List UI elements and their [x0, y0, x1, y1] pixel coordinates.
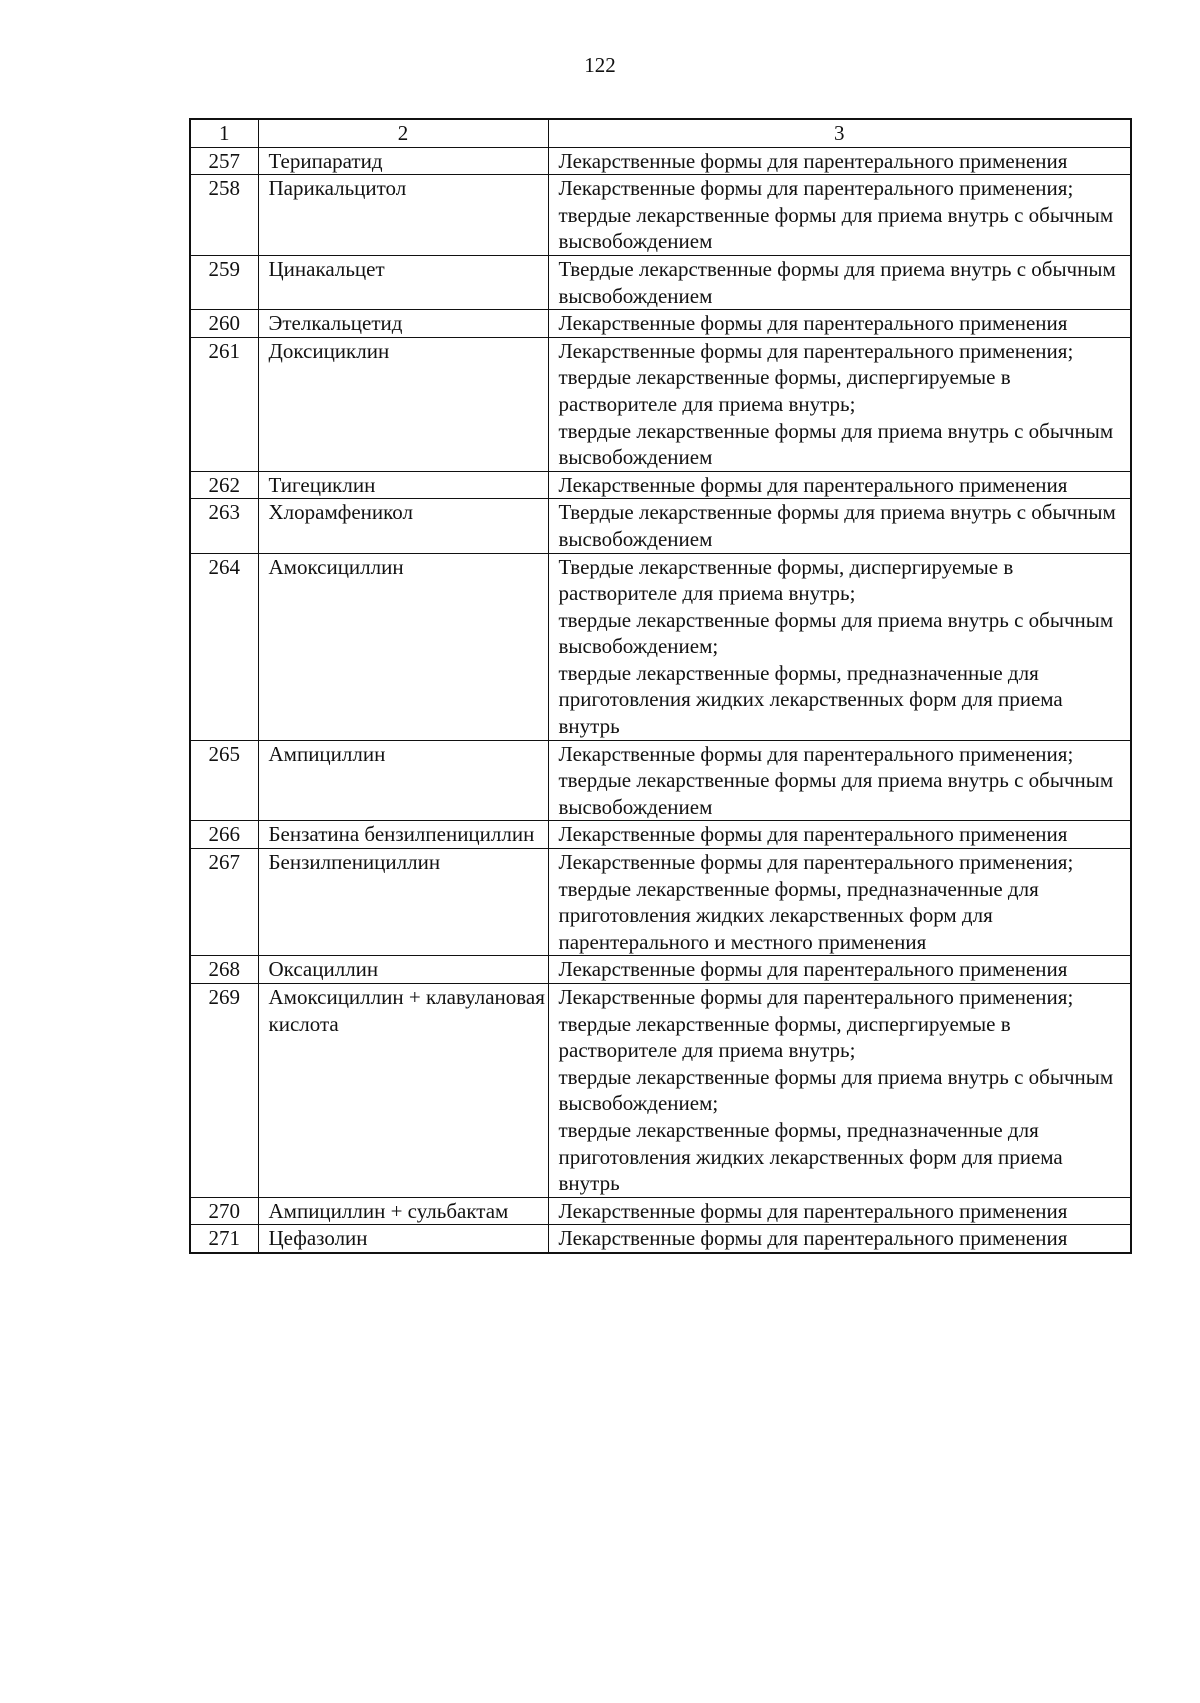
dosage-form-entry: Лекарственные формы для парентерального применения [558, 311, 1068, 336]
dosage-form-entry: Лекарственные формы для парентерального применения [558, 472, 1068, 497]
drug-name: Терипаратид [258, 147, 548, 175]
dosage-form-entry: твердые лекарственные формы для приема внутрь с обычным высвобождением [558, 202, 1119, 254]
row-number: 261 [190, 337, 258, 471]
table-row [190, 1197, 1131, 1225]
dosage-form-entry: Лекарственные формы для парентерального применения; [558, 338, 1074, 363]
dosage-forms [548, 255, 1131, 309]
column-header-3: 3 [548, 119, 1131, 147]
drug-name: Оксациллин [258, 956, 548, 984]
dosage-forms [548, 740, 1131, 821]
row-number: 266 [190, 821, 258, 849]
dosage-form-entry: Лекарственные формы для парентерального применения [558, 148, 1068, 173]
dosage-form-entry: твердые лекарственные формы, предназначенные для приготовления жидких лекарственных форм для приема внутрь [558, 660, 1069, 739]
dosage-forms [548, 956, 1131, 984]
drug-name: Тигециклин [258, 471, 548, 499]
table-row [190, 821, 1131, 849]
row-number: 265 [190, 740, 258, 821]
drug-name: Цинакальцет [258, 255, 548, 309]
drug-name: Парикальцитол [258, 175, 548, 256]
table-row [190, 147, 1131, 175]
dosage-forms [548, 821, 1131, 849]
row-number: 264 [190, 553, 258, 740]
table-row [190, 337, 1131, 471]
drug-name: Доксициклин [258, 337, 548, 471]
table-row [190, 175, 1131, 256]
row-number: 270 [190, 1197, 258, 1225]
dosage-forms [548, 310, 1131, 338]
dosage-form-entry: твердые лекарственные формы для приема внутрь с обычным высвобождением; [558, 1064, 1119, 1116]
dosage-form-entry: твердые лекарственные формы, предназначенные для приготовления жидких лекарственных форм для приема внутрь [558, 1117, 1069, 1196]
dosage-form-entry: твердые лекарственные формы для приема внутрь с обычным высвобождением; [558, 607, 1119, 659]
page-number: 122 [584, 53, 616, 77]
drug-name: Этелкальцетид [258, 310, 548, 338]
table-row [190, 1225, 1131, 1253]
dosage-form-entry: твердые лекарственные формы для приема внутрь с обычным высвобождением [558, 768, 1119, 819]
dosage-forms [548, 849, 1131, 956]
dosage-form-entry: Лекарственные формы для парентерального применения; [558, 741, 1074, 766]
table-row [190, 553, 1131, 740]
table-body [190, 147, 1131, 1253]
row-number: 269 [190, 984, 258, 1198]
dosage-forms [548, 175, 1131, 256]
dosage-form-entry: твердые лекарственные формы для приема внутрь с обычным высвобождением [558, 418, 1119, 470]
row-number: 258 [190, 175, 258, 256]
row-number: 262 [190, 471, 258, 499]
drug-name: Амоксициллин [258, 553, 548, 740]
column-header-2: 2 [258, 119, 548, 147]
table-row [190, 255, 1131, 309]
column-header-1: 1 [190, 119, 258, 147]
row-number: 257 [190, 147, 258, 175]
row-number: 259 [190, 255, 258, 309]
table-row [190, 310, 1131, 338]
dosage-form-entry: Лекарственные формы для парентерального применения [558, 822, 1068, 847]
header-row [190, 119, 1131, 147]
dosage-form-entry: Лекарственные формы для парентерального применения [558, 1226, 1068, 1251]
row-number: 263 [190, 499, 258, 553]
row-number: 271 [190, 1225, 258, 1253]
dosage-forms [548, 1225, 1131, 1253]
table-row [190, 849, 1131, 956]
dosage-form-entry: Твердые лекарственные формы, диспергируемые в растворителе для приема внутрь; [558, 554, 1019, 606]
dosage-form-entry: твердые лекарственные формы, предназначенные для приготовления жидких лекарственных форм для парентерального и местного применения [558, 876, 1044, 954]
dosage-form-entry: Лекарственные формы для парентерального применения; [558, 850, 1074, 875]
dosage-forms [548, 1197, 1131, 1225]
drug-name: Хлорамфеникол [258, 499, 548, 553]
drug-name: Амоксициллин + клавулановая кислота [258, 984, 548, 1198]
dosage-forms [548, 984, 1131, 1198]
table-row [190, 499, 1131, 553]
dosage-form-entry: Лекарственные формы для парентерального применения [558, 957, 1068, 982]
dosage-forms [548, 147, 1131, 175]
row-number: 260 [190, 310, 258, 338]
row-number: 267 [190, 849, 258, 956]
dosage-form-entry: твердые лекарственные формы, диспергируемые в растворителе для приема внутрь; [558, 365, 1016, 416]
dosage-form-entry: Твердые лекарственные формы для приема внутрь с обычным высвобождением [558, 256, 1122, 308]
dosage-form-entry: Лекарственные формы для парентерального применения; [558, 176, 1074, 201]
drug-table [189, 118, 1132, 1254]
table-row [190, 740, 1131, 821]
table-row [190, 471, 1131, 499]
drug-name: Ампициллин + сульбактам [258, 1197, 548, 1225]
drug-name: Ампициллин [258, 740, 548, 821]
row-number: 268 [190, 956, 258, 984]
dosage-form-entry: Лекарственные формы для парентерального применения; [558, 985, 1074, 1009]
dosage-forms [548, 499, 1131, 553]
dosage-forms [548, 337, 1131, 471]
dosage-form-entry: твердые лекарственные формы, диспергируемые в растворителе для приема внутрь; [558, 1011, 1016, 1063]
dosage-form-entry: Лекарственные формы для парентерального применения [558, 1198, 1068, 1223]
table-row [190, 984, 1131, 1198]
drug-name: Цефазолин [258, 1225, 548, 1253]
dosage-forms [548, 471, 1131, 499]
drug-name: Бензатина бензилпенициллин [258, 821, 548, 849]
dosage-form-entry: Твердые лекарственные формы для приема внутрь с обычным высвобождением [558, 500, 1122, 551]
table-row [190, 956, 1131, 984]
drug-name: Бензилпенициллин [258, 849, 548, 956]
dosage-forms [548, 553, 1131, 740]
